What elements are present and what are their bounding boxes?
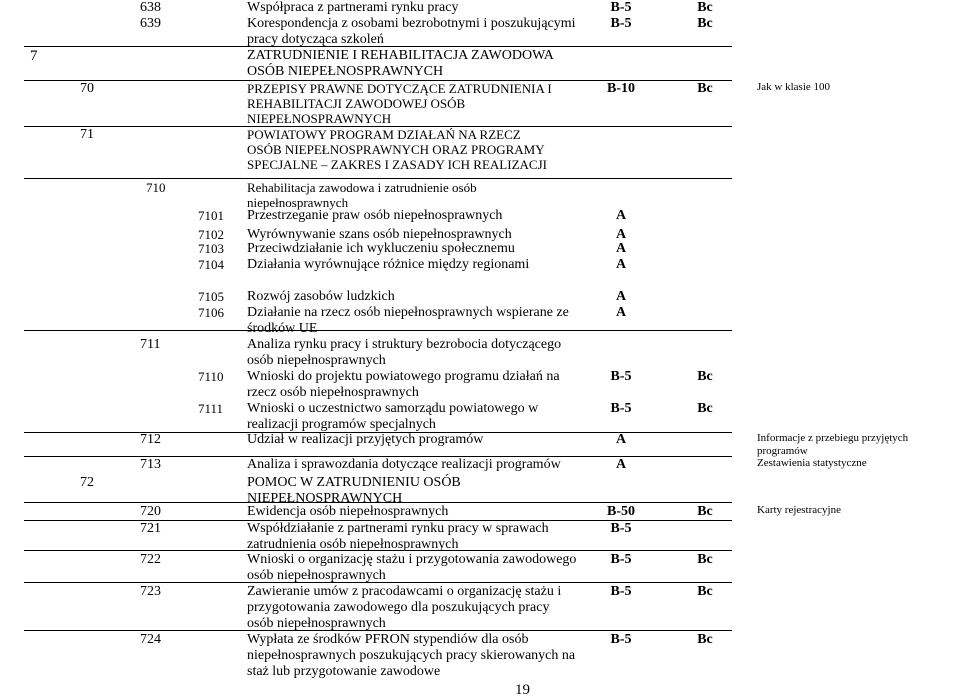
row-rule xyxy=(24,178,732,179)
class-number: 72 xyxy=(80,475,94,490)
archive-category-secondary: Bc xyxy=(697,16,713,31)
entry-name: Przestrzeganie praw osób niepełnosprawnych xyxy=(247,208,503,223)
subclass-number: 7106 xyxy=(198,305,224,320)
remarks: Zestawienia statystyczne xyxy=(757,457,867,469)
class-number: 638 xyxy=(140,0,161,15)
archive-category: A xyxy=(615,241,627,256)
archive-category: A xyxy=(615,257,627,272)
entry-name: Wnioski o uczestnictwo samorządu powiatowego w realizacji programów specjalnych xyxy=(247,401,539,432)
archive-category: B-5 xyxy=(610,521,632,536)
archive-category: B-5 xyxy=(610,369,632,384)
entry-name: Zawieranie umów z pracodawcami o organizację stażu i przygotowania zawodowego dla poszukujących pracy osób niepełnosprawnych xyxy=(247,584,562,631)
archive-category-secondary: Bc xyxy=(697,0,713,15)
subclass-number: 7105 xyxy=(198,289,224,304)
archive-category-secondary: Bc xyxy=(697,504,713,519)
class-number: 712 xyxy=(140,432,161,447)
archive-category: A xyxy=(615,432,627,447)
class-number: 70 xyxy=(80,81,94,96)
class-number: 711 xyxy=(140,337,161,352)
class-number: 721 xyxy=(140,521,161,536)
subclass-number: 7110 xyxy=(198,369,224,384)
entry-name: Współpraca z partnerami rynku pracy xyxy=(247,0,459,15)
class-number: 710 xyxy=(146,180,166,195)
class-number: 723 xyxy=(140,584,161,599)
class-number: 639 xyxy=(140,16,161,31)
archive-category: B-50 xyxy=(607,504,635,519)
class-number: 720 xyxy=(140,504,161,519)
entry-name: Korespondencja z osobami bezrobotnymi i poszukującymi pracy dotycząca szkoleń xyxy=(247,16,576,47)
subclass-number: 7103 xyxy=(198,241,224,256)
archive-category-secondary: Bc xyxy=(697,552,713,567)
entry-name: Wyrównywanie szans osób niepełnosprawnych xyxy=(247,227,512,242)
entry-name: Wypłata ze środków PFRON stypendiów dla osób niepełnosprawnych poszukujących pracy skierowanych na staż lub przygotowanie zawodowe xyxy=(247,632,576,679)
archive-category-secondary: Bc xyxy=(697,369,713,384)
entry-name: ZATRUDNIENIE I REHABILITACJA ZAWODOWA OSÓB NIEPEŁNOSPRAWNYCH xyxy=(247,48,554,79)
archive-category: B-5 xyxy=(610,552,632,567)
entry-name: Działania wyrównujące różnice między regionami xyxy=(247,257,530,272)
class-number: 722 xyxy=(140,552,161,567)
entry-name: Wnioski do projektu powiatowego programu działań na rzecz osób niepełnosprawnych xyxy=(247,369,560,400)
section-number: 7 xyxy=(30,48,38,64)
class-number: 724 xyxy=(140,632,161,647)
archive-category: A xyxy=(615,457,627,472)
entry-name: Analiza rynku pracy i struktury bezrobocia dotyczącego osób niepełnosprawnych xyxy=(247,337,562,368)
entry-name: POWIATOWY PROGRAM DZIAŁAŃ NA RZECZ OSÓB NIEPEŁNOSPRAWNYCH ORAZ PROGRAMY SPECJALNE – ZAKRES I ZASADY ICH REALIZACJI xyxy=(247,127,547,172)
entry-name: Udział w realizacji przyjętych programów xyxy=(247,432,484,447)
archive-category: B-5 xyxy=(610,0,632,15)
subclass-number: 7102 xyxy=(198,227,224,242)
subclass-number: 7111 xyxy=(198,401,224,416)
entry-name: POMOC W ZATRUDNIENIU OSÓB NIEPEŁNOSPRAWNYCH xyxy=(247,475,461,506)
archive-category: A xyxy=(615,289,627,304)
archive-category-secondary: Bc xyxy=(697,81,713,96)
archive-category: B-5 xyxy=(610,632,632,647)
entry-name: Współdziałanie z partnerami rynku pracy w sprawach zatrudnienia osób niepełnosprawnych xyxy=(247,521,549,552)
archive-category: B-5 xyxy=(610,584,632,599)
page-number: 19 xyxy=(515,682,530,698)
entry-name: Działanie na rzecz osób niepełnosprawnych wspierane ze środków UE xyxy=(247,305,569,336)
archive-category-secondary: Bc xyxy=(697,401,713,416)
entry-name: Rozwój zasobów ludzkich xyxy=(247,289,395,304)
remarks: Informacje z przebiegu przyjętych programów xyxy=(757,432,909,457)
remarks: Karty rejestracyjne xyxy=(757,504,841,516)
subclass-number: 7101 xyxy=(198,208,224,223)
entry-name: Ewidencja osób niepełnosprawnych xyxy=(247,504,449,519)
remarks: Jak w klasie 100 xyxy=(757,81,831,93)
archive-category: A xyxy=(615,305,627,320)
entry-name: PRZEPISY PRAWNE DOTYCZĄCE ZATRUDNIENIA I REHABILITACJI ZAWODOWEJ OSÓB NIEPEŁNOSPRAWNYCH xyxy=(247,81,552,126)
archive-category-secondary: Bc xyxy=(697,584,713,599)
class-number: 71 xyxy=(80,127,94,142)
archive-category: B-10 xyxy=(607,81,635,96)
entry-name: Przeciwdziałanie ich wykluczeniu społecznemu xyxy=(247,241,515,256)
archive-category: A xyxy=(615,208,627,223)
archive-category-secondary: Bc xyxy=(697,632,713,647)
subclass-number: 7104 xyxy=(198,257,224,272)
archive-category: A xyxy=(615,227,627,242)
entry-name: Wnioski o organizację stażu i przygotowania zawodowego osób niepełnosprawnych xyxy=(247,552,577,583)
archive-category: B-5 xyxy=(610,16,632,31)
archive-category: B-5 xyxy=(610,401,632,416)
entry-name: Analiza i sprawozdania dotyczące realizacji programów xyxy=(247,457,561,472)
class-number: 713 xyxy=(140,457,161,472)
entry-name: Rehabilitacja zawodowa i zatrudnienie osób niepełnosprawnych xyxy=(247,180,477,210)
